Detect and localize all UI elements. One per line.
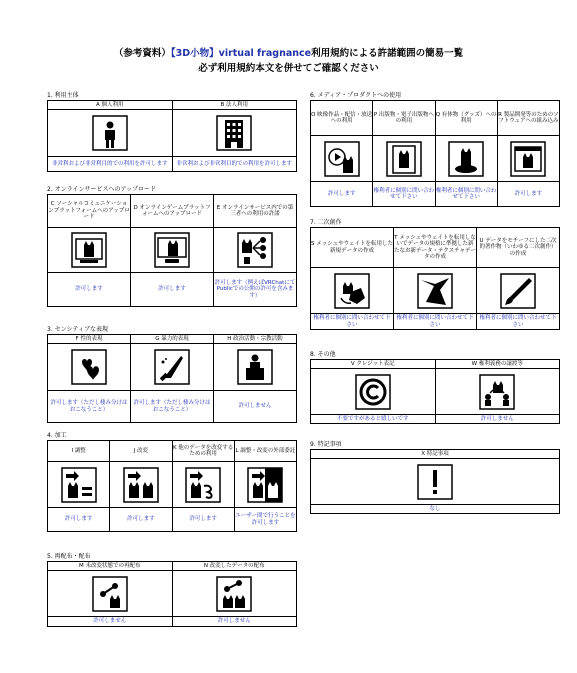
- label-fan-work: U データをモチーフにした二次的著作物（いわゆる二次創作）の作成: [477, 228, 560, 268]
- knife-icon: [153, 348, 191, 386]
- result-political-religious: 許可しません: [214, 391, 297, 423]
- label-derive: K 他のデータを改変するための利用: [172, 441, 234, 462]
- result-rights-transfer: 許可しません: [435, 415, 560, 424]
- section-heading: 4. 加工: [47, 432, 67, 439]
- result-sexual-expression: 許可します（ただし棲み分けはおこなうこと）: [48, 391, 131, 423]
- result-third-party-license: 許可します（例えばVRChatにてPublicでの公開の許可を含みます）: [214, 273, 297, 307]
- label-video-broadcast: O 映像作品・配信・放送への利用: [311, 101, 373, 136]
- exclamation-icon: [416, 463, 454, 501]
- podium-icon: [236, 348, 274, 386]
- result-distribute-modified: 許可しません: [172, 617, 297, 627]
- label-social-platform: C ソーシャルコミュニケーションプラットフォームへのアップロード: [48, 195, 131, 228]
- label-modify: J 改変: [110, 441, 172, 462]
- title-prefix: （参考資料）: [113, 48, 171, 59]
- label-game-platform: D オンラインゲームプラットフォームへのアップロード: [131, 195, 214, 228]
- section-sensitive-expression: [47, 326, 297, 423]
- label-sexual-expression: F 性的表現: [48, 335, 131, 344]
- label-corporate-use: B 法人利用: [172, 101, 297, 110]
- transfer-icon: [478, 373, 516, 411]
- copyright-icon: [354, 373, 392, 411]
- result-credit: 不要ですがあると嬉しいです: [311, 415, 436, 424]
- page-title-line1: [0, 45, 577, 59]
- section-heading: 1. 利用主体: [47, 92, 79, 99]
- result-adjust: 許可します: [48, 508, 110, 532]
- result-modify: 許可します: [110, 508, 172, 532]
- label-software-embed: R 製品開発等のためのソフトウェアへの組み込み: [497, 101, 559, 136]
- section-media-product: [310, 92, 560, 207]
- result-game-platform: 許可します: [131, 273, 214, 307]
- video-cat-icon: [323, 140, 361, 178]
- label-redistribute-unmodified: M 未改変状態での再配布: [48, 562, 173, 571]
- section-redistribution: [47, 553, 297, 627]
- label-violent-expression: G 暴力的表現: [131, 335, 214, 344]
- hearts-icon: [70, 348, 108, 386]
- result-personal-use: 非営利および非営利目的での利用を許可します: [48, 157, 173, 172]
- title-suffix: 利用規約による許諾範囲の簡易一覧: [311, 48, 464, 59]
- section-processing: [47, 432, 297, 532]
- label-credit: V クレジット表記: [311, 360, 436, 369]
- section-heading: 5. 再配布・配布: [47, 553, 91, 560]
- cat-derive-icon: [184, 466, 222, 504]
- label-political-religious: H 政治活動・宗教活動: [214, 335, 297, 344]
- book-cat-icon: [385, 140, 423, 178]
- result-publication: 権利者に個別に問い合わせて下さい: [373, 182, 435, 207]
- section-derivative-works: [310, 219, 560, 330]
- result-corporate-use: 非営利および非営利目的での利用を許可します: [172, 157, 297, 172]
- title-accent: 【3D小物】virtual fragnance: [170, 48, 312, 59]
- mesh-reuse-icon: [333, 272, 371, 310]
- result-violent-expression: 許可します（ただし棲み分けはおこなうこと）: [131, 391, 214, 423]
- section-special-notes: [310, 441, 560, 514]
- label-distribute-modified: N 改変したデータの配布: [172, 562, 297, 571]
- modify-icon: [122, 466, 160, 504]
- share-modified-icon: [215, 575, 253, 613]
- section-heading: 3. センシティブな表現: [47, 326, 109, 333]
- label-outsource: L 調整・改変の外部委託: [234, 441, 296, 462]
- share-unmodified-icon: [91, 575, 129, 613]
- result-social-platform: 許可します: [48, 273, 131, 307]
- label-goods: Q 有体物（グッズ）への利用: [435, 101, 497, 136]
- section-heading: 9. 特記事項: [310, 441, 342, 448]
- label-mesh-reuse: S メッシュやウェイトを転用した新規データの作成: [311, 228, 394, 268]
- section-online-upload: [47, 186, 297, 307]
- result-software-embed: 許可します: [497, 182, 559, 207]
- section-heading: 2. オンラインサービスへのアップロード: [47, 186, 157, 193]
- section-heading: 6. メディア・プロダクトへの使用: [310, 92, 402, 99]
- result-mesh-reuse: 権利者に個別に問い合わせて下さい: [311, 314, 394, 330]
- page-title-line2: 必ず利用規約本文を併せてご確認ください: [198, 63, 379, 74]
- result-goods: 権利者に個別に問い合わせて下さい: [435, 182, 497, 207]
- label-third-party-license: E オンラインサービス内での第三者への利用の許諾: [214, 195, 297, 228]
- adjust-icon: [60, 466, 98, 504]
- outsource-icon: [246, 466, 284, 504]
- label-mesh-new: T メッシュやウェイトを転用しないでデータの規格に準拠した新たなお新データ・テクスチャデータの作成: [394, 228, 477, 268]
- result-fan-work: 権利者に個別に問い合わせて下さい: [477, 314, 560, 330]
- section-heading: 8. その他: [310, 351, 336, 358]
- building-icon: [215, 114, 253, 152]
- label-publication: P 出版物・電子出版物への利用: [373, 101, 435, 136]
- result-mesh-new: 権利者に個別に問い合わせて下さい: [394, 314, 477, 330]
- mesh-new-icon: [416, 272, 454, 310]
- figure-cat-icon: [447, 140, 485, 178]
- result-derive: 許可します: [172, 508, 234, 532]
- person-icon: [91, 114, 129, 152]
- software-cat-icon: [509, 140, 547, 178]
- avatar-game-icon: [153, 231, 191, 269]
- label-personal-use: A 個人利用: [48, 101, 173, 110]
- result-redistribute-unmodified: 許可しません: [48, 617, 173, 627]
- label-rights-transfer: W 権利義務の譲渡等: [435, 360, 560, 369]
- avatar-platform-icon: [70, 231, 108, 269]
- label-special-notes: X 特記事項: [311, 450, 560, 459]
- result-outsource: ユーザー間で行うことを許可します: [234, 508, 296, 532]
- share-network-icon: [236, 231, 274, 269]
- brush-icon: [499, 272, 537, 310]
- section-other: [310, 351, 560, 424]
- result-special-notes: なし: [311, 505, 560, 514]
- result-video-broadcast: 許可します: [311, 182, 373, 207]
- label-adjust: I 調整: [48, 441, 110, 462]
- section-heading: 7. 二次創作: [310, 219, 342, 226]
- section-usage-subject: [47, 92, 297, 172]
